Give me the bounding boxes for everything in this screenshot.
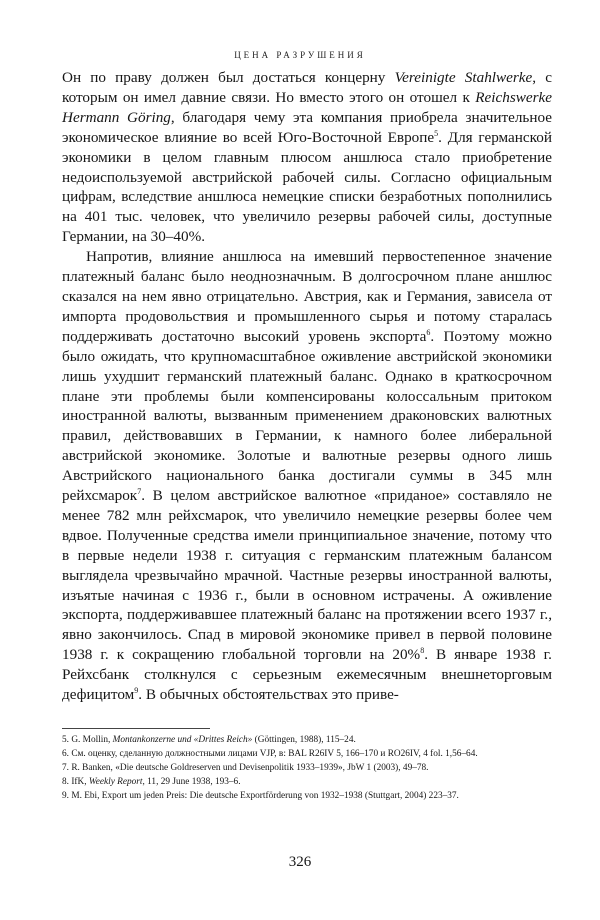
p2-text-2: . Поэтому можно было ожидать, что крупномасштабное оживление австрийской экономики лишь ухудшит германский платежный баланс. Однако в краткосрочном плане эти проблемы были компенсированы колоссальным притоком иностранной валюты, вызванным применением драконовских валютных правил, действовавших в Германии, к намного более либеральной австрийской экономике. Золотые и валютные резервы одного лишь Австрийского национального банка достигали суммы в 345 млн рейхсмарок — [62, 327, 552, 505]
p1-text-4: . Для германской экономики в целом главным плюсом аншлюса стало приобретение недоиспользуемой австрийской рабочей силы. Согласно официальным цифрам, вследствие аншлюса немецкие списки безработных пополнились на 401 тыс. человек, что увеличило резервы рабочей силы, доступные Германии, на 30–40%. — [62, 128, 552, 246]
footnote-8 — [62, 776, 552, 789]
footnote-italic-title: Montankonzerne und «Drittes Reich» — [112, 735, 253, 745]
footnote-text: G. Mollin, — [71, 735, 113, 745]
footnote-7 — [62, 762, 552, 775]
footnote-ref-5[interactable]: 5 — [434, 128, 439, 138]
main-text — [62, 68, 552, 705]
footnote-text: См. оценку, сделанную должностными лицами VJP, в: BAL R26IV 5, 166–170 и RO26IV, 4 fol. 1,56–64. — [71, 749, 478, 760]
footnote-number: 6. — [62, 749, 69, 760]
footnote-number: 9. — [62, 791, 69, 802]
p2-text-3: . В целом австрийское валютное «приданое» составляло не менее 782 млн рейхсмарок, что увеличило немецкие резервы более чем вдвое. Полученные средства имели принципиальное значение, потому что в первые недели 1938 г. ситуация с германским платежным балансом выглядела чрезвычайно мрачной. Частные резервы иностранной валюты, изъятые начиная с 1936 г., были в основном истрачены. А оживление экспорта, поддерживавшее платежный баланс на протяжении всего 1937 г., явно закончилось. Спад в мировой экономике привел в первой половине 1938 г. к сокращению глобальной торговли на 20% — [62, 487, 552, 664]
footnote-6 — [62, 748, 552, 761]
footnote-9 — [62, 790, 552, 803]
paragraph-1 — [62, 68, 552, 247]
paragraph-2 — [62, 247, 552, 705]
footnote-ref-9[interactable]: 9 — [134, 686, 139, 696]
p1-italic-company-2: Reichswerke Hermann Göring — [62, 88, 552, 126]
footnote-text: (Göttingen, 1988), 115–24. — [252, 735, 356, 745]
footnote-ref-7[interactable]: 7 — [137, 486, 142, 496]
footnote-italic-title: Weekly Report — [88, 777, 143, 788]
p1-text-3: , благодаря чему эта компания приобрела значительное экономическое влияние во всей Юго-Восточной Европе — [62, 108, 553, 146]
p2-text-5: . В обычных обстоятельствах это приве- — [138, 686, 399, 704]
footnote-ref-8[interactable]: 8 — [420, 646, 425, 656]
running-header: ЦЕНА РАЗРУШЕНИЯ — [234, 50, 366, 60]
p2-text-4: . В январе 1938 г. Рейхсбанк столкнулся с серьезным ежемесячным внешнеторговым дефицитом — [62, 646, 552, 704]
footnote-number: 8. — [62, 777, 69, 788]
footnote-text: IfK, — [71, 777, 89, 788]
footnote-text: M. Ebi, Export um jeden Preis: Die deutsche Exportförderung von 1932–1938 (Stuttgart, 2004) 223–37. — [71, 791, 459, 802]
footnote-divider — [62, 728, 210, 729]
p1-text-1: Он по праву должен был достаться концерну — [62, 69, 395, 86]
p1-italic-company-1: Vereinigte Stahlwerke — [394, 69, 533, 86]
footnote-number: 5. — [62, 735, 69, 745]
footnotes — [62, 728, 552, 804]
page-number: 326 — [288, 854, 312, 870]
p1-text-2: , с которым он имел давние связи. Но вместо этого он отошел к — [62, 69, 553, 106]
footnote-text: R. Banken, «Die deutsche Goldreserven und Devisenpolitik 1933–1939», JbW 1 (2003), 49–78. — [71, 763, 429, 774]
footnote-text: , 11, 29 June 1938, 193–6. — [142, 777, 241, 788]
p2-text-1: Напротив, влияние аншлюса на имевший первостепенное значение платежный баланс было неоднозначным. В долгосрочном плане аншлюс сказался на нем явно отрицательно. Австрия, как и Германия, зависела от импорта продовольствия и промышленного сырья и потому старалась поддерживать достаточно высокий уровень экспорта — [62, 248, 552, 345]
footnote-5 — [62, 734, 552, 747]
footnote-ref-6[interactable]: 6 — [426, 327, 431, 337]
footnote-number: 7. — [62, 763, 69, 774]
